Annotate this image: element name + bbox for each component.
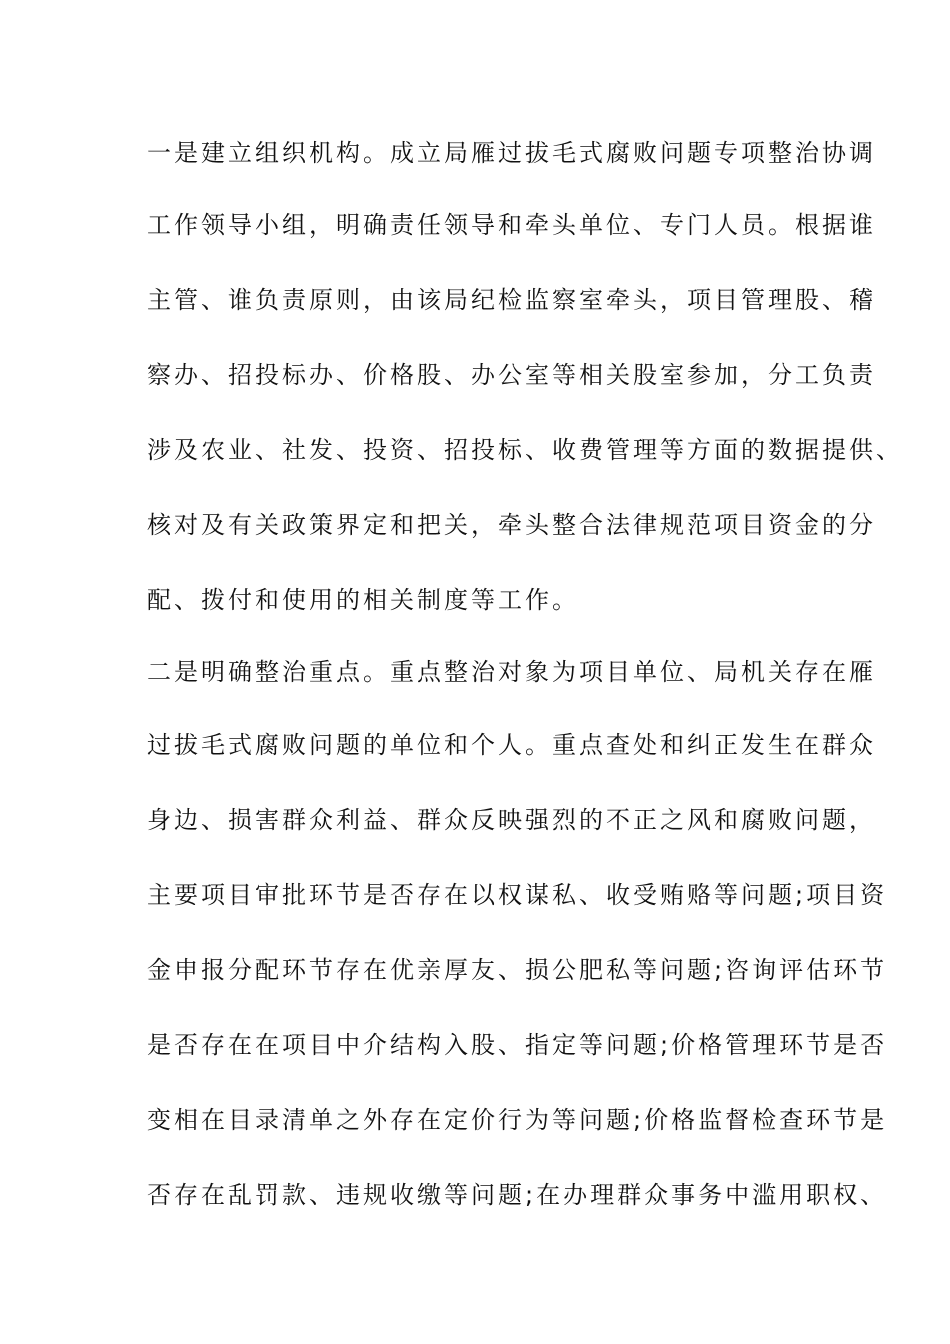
text-line: 主要项目审批环节是否存在以权谋私、收受贿赂等问题;项目资: [147, 881, 888, 909]
text-line: 金申报分配环节存在优亲厚友、损公肥私等问题;咨询评估环节: [147, 956, 888, 984]
text-line: 一是建立组织机构。成立局雁过拔毛式腐败问题专项整治协调: [147, 139, 876, 167]
text-line: 二是明确整治重点。重点整治对象为项目单位、局机关存在雁: [147, 658, 876, 686]
text-line: 涉及农业、社发、投资、招投标、收费管理等方面的数据提供、: [147, 436, 903, 464]
text-line: 工作领导小组，明确责任领导和牵头单位、专门人员。根据谁: [147, 211, 876, 239]
text-line: 察办、招投标办、价格股、办公室等相关股室参加，分工负责: [147, 361, 876, 389]
text-line: 否存在乱罚款、违规收缴等问题;在办理群众事务中滥用职权、: [147, 1181, 888, 1209]
text-line: 身边、损害群众利益、群众反映强烈的不正之风和腐败问题，: [147, 806, 876, 834]
text-line: 过拔毛式腐败问题的单位和个人。重点查处和纠正发生在群众: [147, 731, 876, 759]
text-line: 核对及有关政策界定和把关，牵头整合法律规范项目资金的分: [147, 511, 876, 539]
text-line: 是否存在在项目中介结构入股、指定等问题;价格管理环节是否: [147, 1031, 888, 1059]
text-line: 变相在目录清单之外存在定价行为等问题;价格监督检查环节是: [147, 1106, 888, 1134]
text-line: 配、拨付和使用的相关制度等工作。: [147, 586, 579, 614]
text-line: 主管、谁负责原则，由该局纪检监察室牵头，项目管理股、稽: [147, 286, 876, 314]
